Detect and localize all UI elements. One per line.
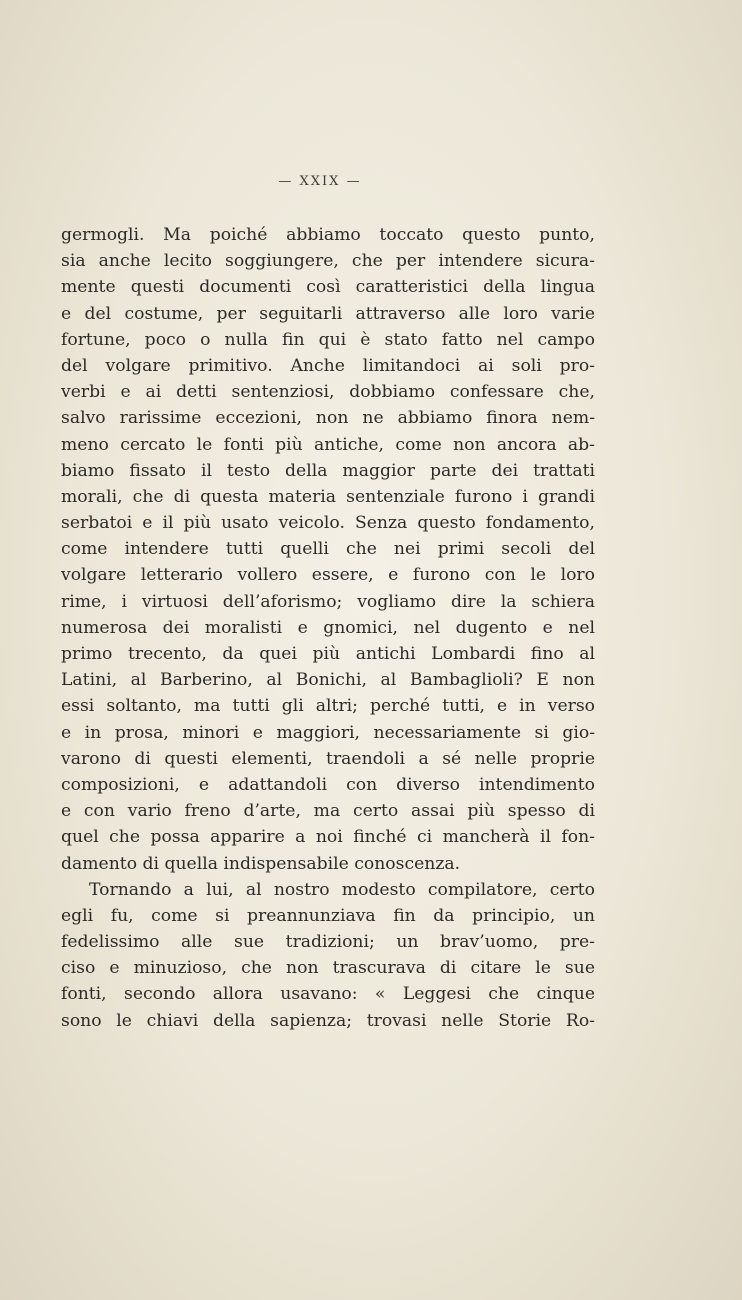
text-line: egli fu, come si preannunziava fin da principio, un: [61, 905, 595, 926]
text-line: e in prosa, minori e maggiori, necessariamente si gio-: [61, 722, 595, 743]
text-line: verbi e ai detti sentenziosi, dobbiamo confessare che,: [61, 382, 595, 403]
text-line: ciso e minuzioso, che non trascurava di citare le sue: [61, 958, 595, 979]
text-line: numerosa dei moralisti e gnomici, nel dugento e nel: [61, 617, 595, 638]
text-line: rime, i virtuosi dell’aforismo; vogliamo dire la schiera: [61, 591, 595, 612]
text-line: meno cercato le fonti più antiche, come non ancora ab-: [61, 434, 595, 455]
text-line: essi soltanto, ma tutti gli altri; perché tutti, e in verso: [61, 696, 595, 717]
text-line: salvo rarissime eccezioni, non ne abbiamo finora nem-: [61, 408, 595, 429]
text-line: Latini, al Barberino, al Bonichi, al Bambaglioli? E non: [61, 670, 595, 691]
text-line: mente questi documenti così caratteristici della lingua: [61, 277, 595, 298]
text-line: primo trecento, da quei più antichi Lombardi fino al: [61, 644, 595, 664]
text-line: varono di questi elementi, traendoli a sé nelle proprie: [61, 748, 595, 769]
text-line: composizioni, e adattandoli con diverso intendimento: [61, 774, 595, 795]
body-text: [61, 222, 595, 1034]
text-line: morali, che di questa materia sentenziale furono i grandi: [61, 486, 595, 507]
text-line: volgare letterario vollero essere, e furono con le loro: [61, 565, 595, 586]
text-line: fortune, poco o nulla fin qui è stato fatto nel campo: [61, 329, 595, 350]
page-number: — XXIX —: [278, 174, 362, 189]
text-line: fonti, secondo allora usavano: « Leggesi che cinque: [61, 984, 595, 1005]
text-line: e con vario freno d’arte, ma certo assai più spesso di: [61, 801, 595, 822]
paragraph-start-line: Tornando a lui, al nostro modesto compilatore, certo: [89, 879, 595, 900]
paragraph-end-line: damento di quella indispensabile conoscenza.: [61, 853, 461, 874]
text-line: e del costume, per seguitarli attraverso alle loro varie: [61, 303, 595, 324]
text-line: serbatoi e il più usato veicolo. Senza questo fondamento,: [61, 513, 595, 534]
text-line: biamo fissato il testo della maggior parte dei trattati: [61, 460, 595, 481]
text-line: fedelissimo alle sue tradizioni; un brav’uomo, pre-: [61, 932, 595, 953]
text-line: sia anche lecito soggiungere, che per intendere sicura-: [61, 251, 595, 272]
text-line: come intendere tutti quelli che nei primi secoli del: [61, 539, 595, 560]
text-line: sono le chiavi della sapienza; trovasi nelle Storie Ro-: [61, 1010, 595, 1031]
text-line: quel che possa apparire a noi finché ci mancherà il fon-: [61, 827, 595, 848]
text-line: del volgare primitivo. Anche limitandoci ai soli pro-: [61, 355, 595, 376]
text-line: germogli. Ma poiché abbiamo toccato questo punto,: [61, 225, 595, 245]
